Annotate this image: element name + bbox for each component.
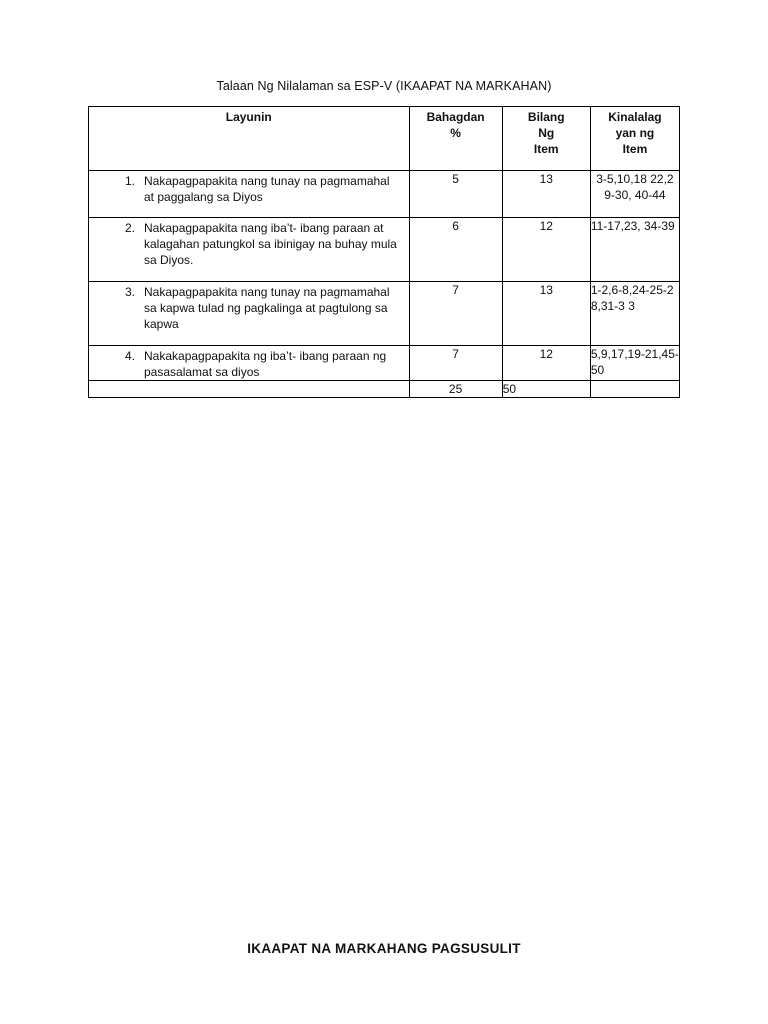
totals-row (89, 381, 680, 398)
document-title: Talaan Ng Nilalaman sa ESP-V (IKAAPAT NA MARKAHAN) (216, 79, 552, 93)
kinalalagyan-cell: 1-2,6-8,24-25-28,31-3 3 (590, 282, 679, 346)
bilang-cell: 13 (502, 171, 590, 218)
objective-cell (89, 346, 410, 381)
bahagdan-cell: 5 (409, 171, 502, 218)
kinalalagyan-cell: 3-5,10,18 22,29-30, 40-44 (590, 171, 679, 218)
objective-cell (89, 171, 410, 218)
total-bahagdan: 25 (409, 381, 502, 398)
table-row (89, 282, 680, 346)
kinalalagyan-cell: 11-17,23, 34-39 (590, 218, 679, 282)
table-row (89, 171, 680, 218)
header-kinalalagyan-ng-item: Kinalalag yan ng Item (590, 107, 679, 171)
table-row (89, 218, 680, 282)
objective-text: Nakapagpapakita nang tunay na pagmamahal at paggalang sa Diyos (144, 174, 390, 204)
objective-cell (89, 282, 410, 346)
bahagdan-cell: 7 (409, 346, 502, 381)
header-layunin: Layunin (89, 107, 410, 171)
table-of-specifications (88, 106, 680, 398)
totals-label-cell (89, 381, 410, 398)
header-bilang-ng-item: Bilang Ng Item (502, 107, 590, 171)
table-row (89, 346, 680, 381)
bilang-cell: 12 (502, 218, 590, 282)
bilang-cell: 13 (502, 282, 590, 346)
objective-text: Nakakapagpapakita ng iba’t- ibang paraan ng pasasalamat sa diyos (144, 349, 387, 379)
bahagdan-cell: 7 (409, 282, 502, 346)
objective-text: Nakapagpapakita nang tunay na pagmamahal sa kapwa tulad ng pagkalinga at pagtulong sa kapwa (144, 285, 390, 331)
objective-number: 2. (124, 221, 135, 235)
objective-text: Nakapagpapakita nang iba’t- ibang paraan at kalagahan patungkol sa ibinigay na buhay mula sa Diyos. (144, 221, 397, 267)
total-kinalalagyan (590, 381, 679, 398)
table-header-row (89, 107, 680, 171)
kinalalagyan-cell: 5,9,17,19-21,45-50 (590, 346, 679, 381)
objective-number: 1. (124, 174, 135, 188)
objective-cell (89, 218, 410, 282)
header-bahagdan: Bahagdan % (409, 107, 502, 171)
bahagdan-cell: 6 (409, 218, 502, 282)
exam-title: IKAAPAT NA MARKAHANG PAGSUSULIT (247, 941, 521, 956)
objective-number: 3. (124, 285, 135, 299)
objective-number: 4. (124, 349, 135, 363)
bilang-cell: 12 (502, 346, 590, 381)
total-bilang: 50 (502, 381, 590, 398)
